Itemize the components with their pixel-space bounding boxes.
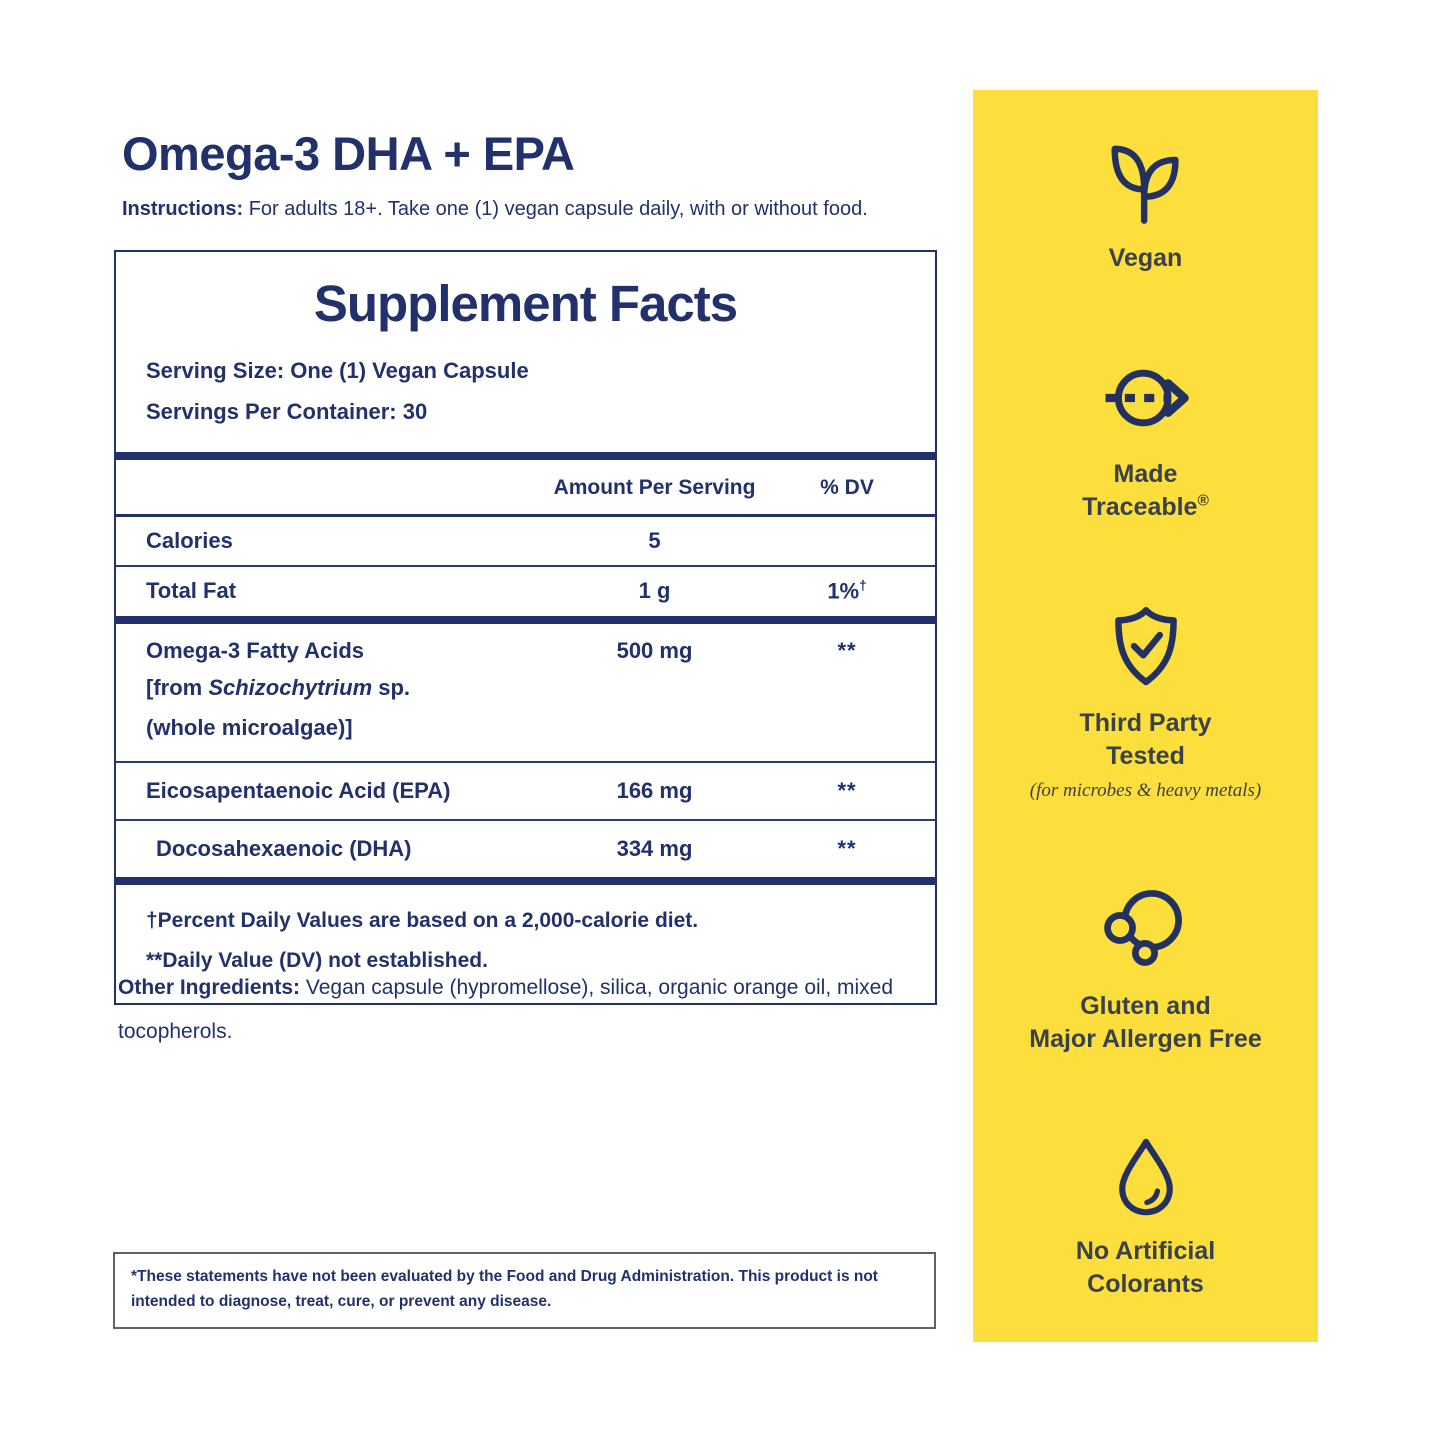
row-amount: 5 — [648, 528, 661, 554]
badge-label: No Artificial — [1075, 1237, 1216, 1265]
badge-label: Tested — [1106, 741, 1185, 770]
badge-made-traceable — [1082, 352, 1209, 523]
row-dv: ** — [837, 778, 857, 804]
supplement-facts-panel — [114, 250, 937, 1005]
page-title: Omega-3 DHA + EPA — [122, 127, 575, 180]
badge-label: Vegan — [1108, 244, 1183, 272]
row-amount: 500 mg — [616, 637, 693, 663]
badge-gluten-allergen-free — [1029, 880, 1261, 1055]
row-amount: 334 mg — [616, 836, 693, 862]
shield-check-icon — [1100, 601, 1192, 693]
badge-label: Major Allergen Free — [1029, 1024, 1262, 1053]
badge-label: Made — [1113, 460, 1178, 489]
row-dv: 1%† — [827, 578, 867, 604]
footnote-daily-values: †Percent Daily Values are based on a 2,000-calorie diet. — [146, 909, 699, 933]
instructions — [122, 198, 942, 221]
badge-label: Traceable® — [1082, 492, 1209, 521]
table-header-row — [116, 460, 935, 514]
sprout-icon — [1100, 136, 1192, 228]
row-name: Eicosapentaenoic Acid (EPA) — [146, 778, 451, 804]
row-amount: 1 g — [638, 578, 671, 604]
benefits-sidebar — [973, 90, 1318, 1342]
row-dv: ** — [837, 637, 857, 663]
instructions-label: Instructions: — [122, 198, 244, 220]
serving-size-line — [146, 351, 905, 392]
servings-label: Servings Per Container: — [146, 398, 397, 424]
instructions-text: For adults 18+. Take one (1) vegan capsule daily, with or without food. — [248, 198, 868, 220]
row-name: Omega-3 Fatty Acids — [146, 637, 365, 663]
table-row-calories — [116, 517, 935, 565]
divider-thick — [116, 877, 935, 885]
badge-subnote: (for microbes & heavy metals) — [1029, 780, 1262, 802]
footnote-dv-not-established: **Daily Value (DV) not established. — [146, 948, 488, 972]
table-row-epa — [116, 763, 935, 819]
row-name: Total Fat — [146, 578, 237, 604]
table-row-omega3 — [116, 624, 935, 666]
badge-third-party-tested — [1030, 601, 1261, 802]
servings-per-container-line — [146, 392, 905, 433]
row-dv: ** — [837, 836, 857, 862]
allergen-circles-icon — [1097, 880, 1193, 976]
registered-mark: ® — [1197, 492, 1209, 510]
divider-thick — [116, 616, 935, 624]
serving-size-label: Serving Size: — [146, 358, 285, 383]
col-percent-dv: % DV — [820, 476, 874, 500]
species-name: Schizochytrium — [208, 674, 373, 700]
row-amount: 166 mg — [616, 778, 693, 804]
badge-label: Third Party — [1079, 709, 1212, 738]
facts-heading: Supplement Facts — [313, 275, 738, 332]
fda-disclaimer-text: *These statements have not been evaluated by the Food and Drug Administration. This product is not intended to diagnose, treat, cure, or prevent any disease. — [131, 1268, 878, 1310]
badge-no-artificial-colorants — [1076, 1133, 1215, 1300]
divider-thick — [116, 452, 935, 460]
serving-size-value: One (1) Vegan Capsule — [290, 358, 529, 383]
row-name: Docosahexaenoic (DHA) — [156, 836, 412, 862]
badge-label: Gluten and — [1080, 992, 1211, 1021]
serving-info — [116, 341, 935, 452]
other-ingredients — [118, 966, 948, 1054]
col-amount-per-serving: Amount Per Serving — [553, 476, 756, 500]
badge-vegan — [1100, 136, 1192, 275]
traceable-arrow-icon — [1092, 352, 1200, 444]
other-ingredients-label: Other Ingredients: — [118, 976, 301, 999]
other-ingredients-text: Vegan capsule (hypromellose), silica, organic orange oil, mixed tocopherols. — [118, 976, 894, 1044]
table-row-dha — [116, 821, 935, 877]
omega3-source: [from Schizochytrium sp. (whole microalgae)] — [146, 674, 411, 741]
servings-value: 30 — [402, 398, 428, 424]
fda-disclaimer-box — [113, 1252, 936, 1329]
droplet-icon — [1102, 1133, 1190, 1221]
table-row-total-fat — [116, 567, 935, 615]
row-name: Calories — [146, 528, 233, 554]
badge-label: Colorants — [1087, 1269, 1204, 1298]
